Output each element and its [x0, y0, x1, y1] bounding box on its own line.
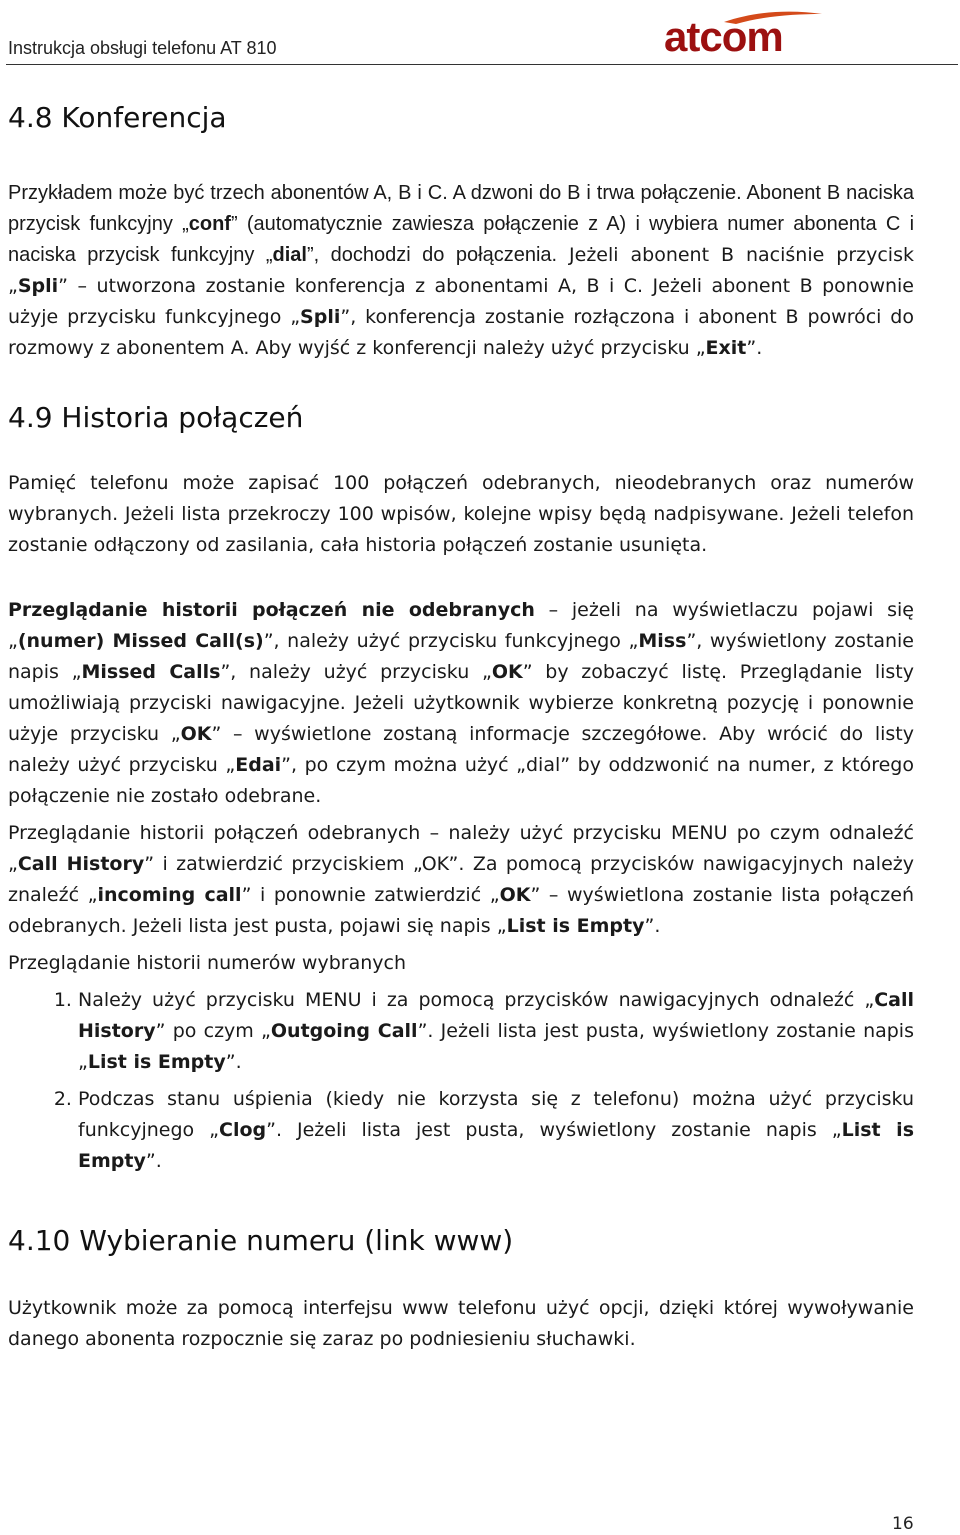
dialed-calls-title: Przeglądanie historii numerów wybranych	[8, 952, 406, 974]
heading-historia: 4.9 Historia połączeń	[8, 401, 304, 434]
dialed-calls-list	[8, 985, 914, 1177]
atcom-logo	[664, 8, 824, 58]
header-rule	[6, 64, 958, 65]
received-calls-paragraph: Przeglądanie historii połączeń odebranych – należy użyć przycisku MENU po czym odnaleźć „Call History” i zatwierdzić przyciskiem „OK”. Za pomocą przycisków nawigacyjnych należy znaleźć „incoming call” i ponownie zatwierdzić „OK” – wyświetlona zostanie lista połączeń odebranych. Jeżeli lista jest pusta, pojawi się napis „List is Empty”.	[8, 822, 914, 937]
conference-paragraph: Przykładem może być trzech abonentów A, B i C. A dzwoni do B i trwa połączenie. Abonent B naciska przycisk funkcyjny „conf” (automatycznie zawiesza połączenie z A) i wybiera numer abonenta C i naciska przycisk funkcyjny „dial”, dochodzi do połączenia. Jeżeli abonent B naciśnie przycisk „Spli” – utworzona zostanie konferencja z abonentami A, B i C. Jeżeli abonent B ponownie użyje przycisku funkcyjnego „Spli”, konferencja zostanie rozłączona i abonent B powróci do rozmowy z abonentem A. Aby wyjść z konferencji należy użyć przycisku „Exit”.	[8, 182, 915, 359]
history-intro: Pamięć telefonu może zapisać 100 połączeń odebranych, nieodebranych oraz numerów wybranych. Jeżeli lista przekroczy 100 wpisów, kolejne wpisy będą nadpisywane. Jeżeli telefon zostanie odłączony od zasilania, cała historia połączeń zostanie usunięta.	[8, 472, 914, 556]
document-title: Instrukcja obsługi telefonu AT 810	[8, 38, 277, 58]
page-content	[8, 94, 914, 1355]
heading-wybieranie: 4.10 Wybieranie numeru (link www)	[8, 1224, 514, 1257]
logo-wordmark: atcom	[664, 13, 783, 60]
heading-konferencja: 4.8 Konferencja	[8, 101, 227, 134]
dialing-paragraph: Użytkownik może za pomocą interfejsu www telefonu użyć opcji, dzięki której wywoływanie danego abonenta rozpocznie się zaraz po podniesieniu słuchawki.	[8, 1297, 914, 1350]
page-number: 16	[892, 1514, 914, 1534]
page-header	[0, 0, 960, 66]
missed-calls-paragraph: Przeglądanie historii połączeń nie odebranych – jeżeli na wyświetlaczu pojawi się „(numer) Missed Call(s)”, należy użyć przycisku funkcyjnego „Miss”, wyświetlony zostanie napis „Missed Calls”, należy użyć przycisku „OK” by zobaczyć listę. Przeglądanie listy umożliwiają przyciski nawigacyjne. Jeżeli użytkownik wybierze konkretną pozycję i ponownie użyje przycisku „OK” – wyświetlone zostaną informacje szczegółowe. Aby wrócić do listy należy użyć przycisku „Edai”, po czym można użyć „dial” by oddzwonić na numer, z którego połączenie nie zostało odebrane.	[8, 599, 914, 807]
list-item: 1. Należy użyć przycisku MENU i za pomocą przycisków nawigacyjnych odnaleźć „Call History” po czym „Outgoing Call”. Jeżeli lista jest pusta, wyświetlony zostanie napis „List is Empty”.	[78, 985, 914, 1078]
list-item: 2. Podczas stanu uśpienia (kiedy nie korzysta się z telefonu) można użyć przycisku funkcyjnego „Clog”. Jeżeli lista jest pusta, wyświetlony zostanie napis „List is Empty”.	[78, 1084, 914, 1177]
